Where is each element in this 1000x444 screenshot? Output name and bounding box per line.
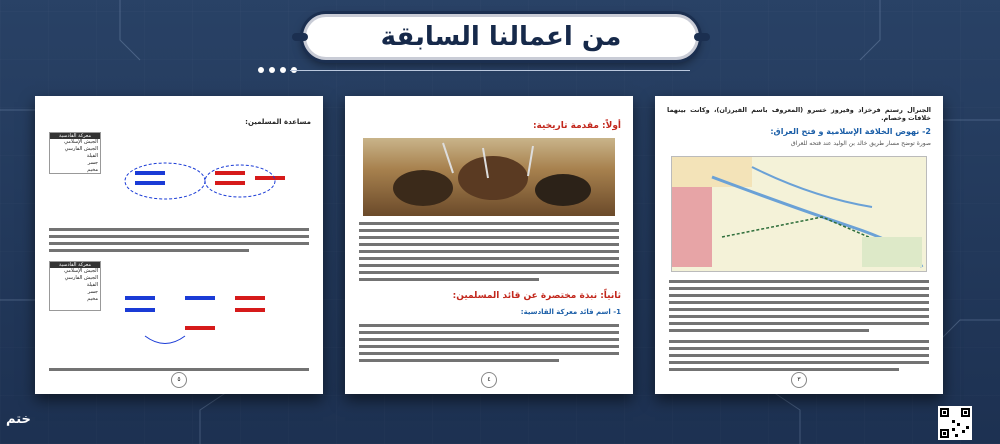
legend-box <box>49 132 101 174</box>
sample-page-middle[interactable] <box>345 96 633 394</box>
legend-item: الفيلة <box>86 282 98 288</box>
map-figure <box>671 156 927 272</box>
page-number: ٥ <box>171 372 187 388</box>
page-title: من اعمالنا السابقة <box>380 22 622 52</box>
section-heading: أولاً: مقدمة تاريخية: <box>532 121 621 131</box>
title-banner <box>303 14 699 60</box>
legend-item: الجيش الإسلامي <box>64 139 98 145</box>
battle-diagram-2 <box>105 276 305 356</box>
page-intro: الجنرال رستم فرخزاد وفيروز خسرو (المعروف باسم الفيرزان)، وكانت بينهما خلافات وخصام. <box>667 106 931 122</box>
section-sub1: 1- اسم قائد معركة القادسية: <box>520 308 621 316</box>
legend-item: جسر <box>87 160 98 166</box>
battle-diagram-1 <box>105 156 305 216</box>
divider-line <box>290 70 690 71</box>
page-number: ٤ <box>481 372 497 388</box>
legend-title: معركة القادسية <box>50 262 100 268</box>
brand-logo: ختم <box>6 412 31 427</box>
section-heading: مساعدة المسلمين: <box>245 118 311 126</box>
legend-title: معركة القادسية <box>50 133 100 139</box>
legend-item: الجيش الفارسي <box>64 275 98 281</box>
map-caption: صورة توضح مسار طريق خالد بن الوليد عند فتحه للعراق <box>791 140 931 147</box>
legend-item: جسر <box>87 289 98 295</box>
banner-left-tab <box>292 33 308 41</box>
section-subheading: ثانياً: نبذة مختصرة عن قائد المسلمين: <box>452 291 621 301</box>
sample-page-left[interactable] <box>35 96 323 394</box>
battle-illustration <box>363 138 615 216</box>
legend-item: الفيلة <box>86 153 98 159</box>
sample-page-right[interactable] <box>655 96 943 394</box>
legend-item: مخيم <box>87 167 98 173</box>
legend-item: الجيش الإسلامي <box>64 268 98 274</box>
banner-right-tab <box>694 33 710 41</box>
legend-item: مخيم <box>87 296 98 302</box>
page-heading: 2- نهوض الخلافة الإسلامية و فتح العراق: <box>770 127 931 136</box>
qr-code[interactable] <box>938 406 972 440</box>
legend-item: الجيش الفارسي <box>64 146 98 152</box>
page-number: ٣ <box>791 372 807 388</box>
legend-box-2 <box>49 261 101 311</box>
